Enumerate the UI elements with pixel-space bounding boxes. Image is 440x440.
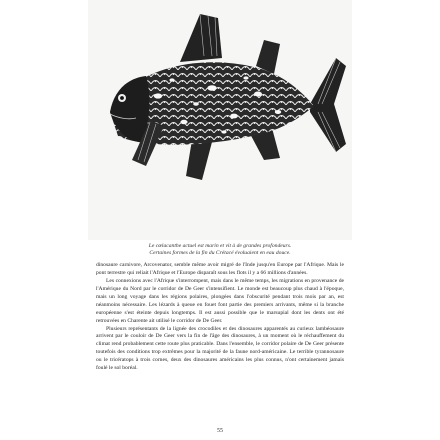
paragraph: Plusieurs représentants de la lignée des crocodiles et des dinosaures apparentés au curieux lambéosaure arrivent par le couloir de De Geer vers la fin de l'âge des dinosaures, à un moment où le réchauffement du climat rend probablement cette route plus praticable. Dans l'ensemble, le corridor polaire de De Geer présente toutefois des conditions trop extrêmes pour la majorité de la faune nord-américaine. Le terrible tyrannosaure ou le tricératops à trois cornes, deux des dinosaures américains les plus connus, n'ont certainement jamais foulé le sol boréal. [96,325,344,372]
caption-line: Certaines formes de la fin du Crétacé évoluaient en eau douce. [149,250,291,257]
caption-line: Le cœlacanthe actuel est marin et vit à de grandes profondeurs. [148,243,292,249]
paragraph: dinosaure carnivore, Arcovenator, semble même avoir migré de l'Inde jusqu'en Europe par l'Afrique. Mais le pont terrestre qui reliait l'Afrique et l'Europe disparaît sous les flots il y a 66 millions d'années. [96,262,344,276]
page-number: 55 [217,428,223,434]
caudal-fin [310,58,346,152]
figure-caption [96,243,344,258]
pelvic-fin [186,140,212,180]
coelacanth-figure [88,0,352,240]
first-dorsal-fin [180,14,222,62]
coelacanth-illustration [88,0,352,240]
body-text [96,262,344,373]
head [110,76,149,142]
paragraph: Les connexions avec l'Afrique s'interrompent, mais dans le même temps, les migrations en provenance de l'Amérique du Nord par le corridor de De Geer s'intensifient. Le monde est beaucoup plus chaud à l'époque, mais un long voyage dans les régions polaires, plongées dans l'obscurité pendant trois mois par an, est néanmoins nécessaire. Les lézards à queue en fouet font partie des premiers arrivants, même si la branche européenne s'est éteinte depuis longtemps. Il est aussi possible que le marsupial dont les dents ont été retrouvées en Charente ait utilisé le corridor de De Geer. [96,277,344,324]
